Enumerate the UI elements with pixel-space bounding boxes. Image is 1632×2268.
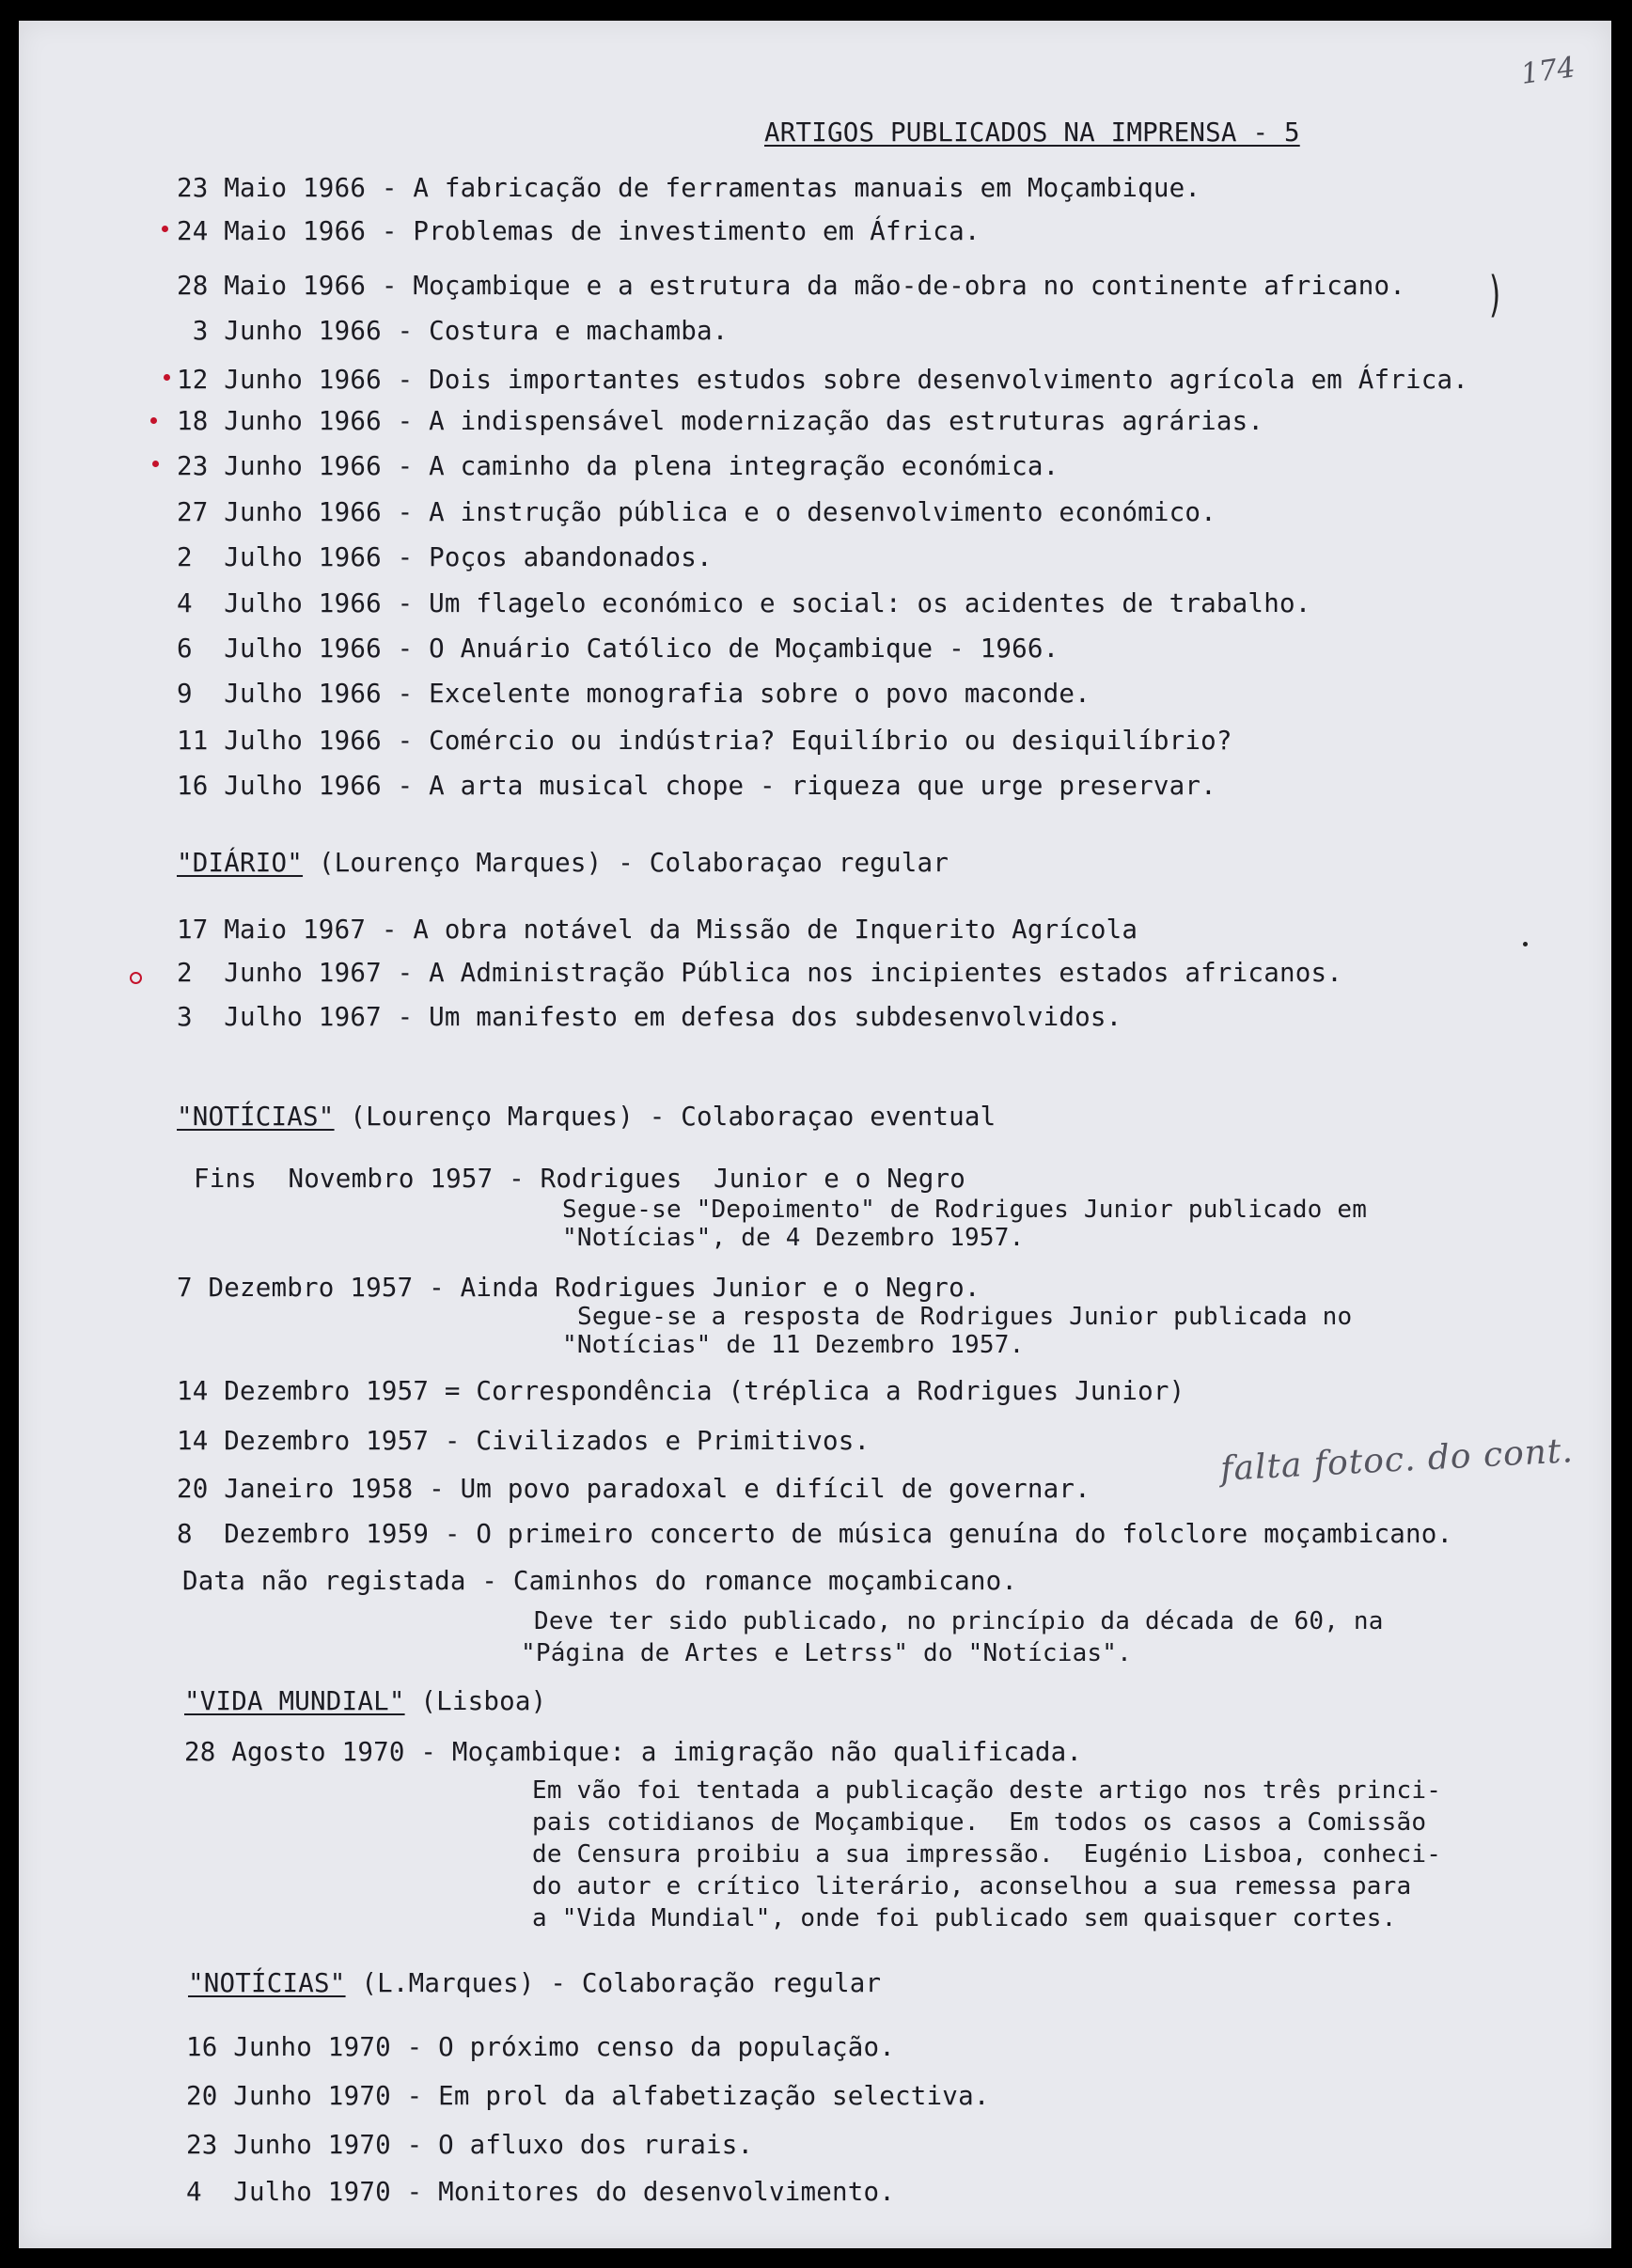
- red-margin-mark: [150, 417, 157, 424]
- note-line: do autor e crítico literário, aconselhou a sua remessa para: [532, 1872, 1412, 1900]
- list-item: Fins Novembro 1957 - Rodrigues Junior e o Negro: [194, 1164, 966, 1194]
- noticias-regular-heading: [188, 1968, 881, 1998]
- list-item: 28 Agosto 1970 - Moçambique: a imigração não qualificada.: [184, 1737, 1083, 1767]
- red-margin-mark: [164, 374, 170, 381]
- list-item-note: "Notícias" de 11 Dezembro 1957.: [562, 1331, 1025, 1359]
- note-line: de Censura proibiu a sua impressão. Eugénio Lisboa, conheci-: [532, 1840, 1442, 1869]
- list-item: 7 Dezembro 1957 - Ainda Rodrigues Junior e o Negro.: [177, 1273, 981, 1303]
- list-item: 16 Junho 1970 - O próximo censo da população.: [186, 2032, 896, 2062]
- list-item: 20 Janeiro 1958 - Um povo paradoxal e difícil de governar.: [177, 1474, 1091, 1504]
- list-item: 2 Julho 1966 - Poços abandonados.: [177, 542, 713, 572]
- list-item-note: Deve ter sido publicado, no princípio da década de 60, na: [534, 1607, 1384, 1635]
- noticias-eventual-heading: [177, 1102, 996, 1132]
- note-line: a "Vida Mundial", onde foi publicado sem quaisquer cortes.: [532, 1904, 1397, 1932]
- publication-name: "DIÁRIO": [177, 848, 304, 878]
- list-item: 6 Julho 1966 - O Anuário Católico de Moçambique - 1966.: [177, 633, 1059, 664]
- list-item: 24 Maio 1966 - Problemas de investimento em África.: [177, 216, 981, 246]
- list-item: 4 Julho 1966 - Um flagelo económico e social: os acidentes de trabalho.: [177, 588, 1311, 618]
- list-item-note: "Notícias", de 4 Dezembro 1957.: [562, 1224, 1025, 1252]
- list-item: 23 Junho 1970 - O afluxo dos rurais.: [186, 2130, 754, 2160]
- list-item: 18 Junho 1966 - A indispensável modernização das estruturas agrárias.: [177, 406, 1264, 436]
- list-item-note: Segue-se a resposta de Rodrigues Junior publicada no: [577, 1303, 1353, 1331]
- list-item: 3 Junho 1966 - Costura e machamba.: [177, 316, 729, 346]
- list-item: 16 Julho 1966 - A arta musical chope - riqueza que urge preservar.: [177, 771, 1216, 801]
- list-item: 12 Junho 1966 - Dois importantes estudos sobre desenvolvimento agrícola em África.: [177, 365, 1469, 395]
- list-item: 2 Junho 1967 - A Administração Pública nos incipientes estados africanos.: [177, 958, 1342, 988]
- list-item: 17 Maio 1967 - A obra notável da Missão de Inquerito Agrícola: [177, 915, 1138, 945]
- list-item: 14 Dezembro 1957 - Civilizados e Primitivos.: [177, 1426, 871, 1456]
- list-item: 23 Junho 1966 - A caminho da plena integração económica.: [177, 451, 1059, 481]
- list-item: 28 Maio 1966 - Moçambique e a estrutura da mão-de-obra no continente africano.: [177, 271, 1405, 301]
- red-margin-mark: [152, 461, 159, 467]
- publication-details: (Lourenço Marques) - Colaboraçao eventual: [334, 1102, 996, 1132]
- red-margin-mark: [162, 226, 168, 232]
- publication-name: "NOTÍCIAS": [177, 1102, 335, 1132]
- list-item: 23 Maio 1966 - A fabricação de ferramentas manuais em Moçambique.: [177, 173, 1201, 203]
- diario-section-heading: [177, 848, 949, 878]
- list-item: 9 Julho 1966 - Excelente monografia sobre o povo maconde.: [177, 679, 1091, 709]
- list-item: Data não registada - Caminhos do romance moçambicano.: [182, 1566, 1018, 1596]
- list-item: 14 Dezembro 1957 = Correspondência (tréplica a Rodrigues Junior): [177, 1376, 1185, 1406]
- vida-mundial-heading: [184, 1686, 546, 1716]
- list-item-note: "Página de Artes e Letrss" do "Notícias".: [521, 1639, 1132, 1667]
- pencil-bracket-mark: ): [1489, 267, 1501, 323]
- publication-details: (Lisboa): [404, 1686, 547, 1716]
- list-item: 27 Junho 1966 - A instrução pública e o desenvolvimento económico.: [177, 497, 1216, 527]
- publication-details: (L.Marques) - Colaboração regular: [345, 1968, 882, 1998]
- list-item: 11 Julho 1966 - Comércio ou indústria? Equilíbrio ou desiquilíbrio?: [177, 726, 1232, 756]
- note-line: Em vão foi tentada a publicação deste artigo nos três princi-: [532, 1776, 1442, 1805]
- publication-details: (Lourenço Marques) - Colaboraçao regular: [303, 848, 949, 878]
- note-line: pais cotidianos de Moçambique. Em todos os casos a Comissão: [532, 1808, 1427, 1837]
- publication-name: "VIDA MUNDIAL": [184, 1686, 405, 1716]
- list-item-note: Segue-se "Depoimento" de Rodrigues Junior publicado em: [562, 1196, 1368, 1224]
- list-item: 4 Julho 1970 - Monitores do desenvolvimento.: [186, 2177, 896, 2207]
- list-item: 8 Dezembro 1959 - O primeiro concerto de música genuína do folclore moçambicano.: [177, 1519, 1453, 1549]
- ink-speck: [1523, 942, 1528, 946]
- list-item: 20 Junho 1970 - Em prol da alfabetização selectiva.: [186, 2081, 990, 2111]
- document-page: [19, 21, 1611, 2248]
- handwritten-note: falta fotoc. do cont.: [1219, 1431, 1575, 1489]
- publication-name: "NOTÍCIAS": [188, 1968, 346, 1998]
- list-item: 3 Julho 1967 - Um manifesto em defesa dos subdesenvolvidos.: [177, 1002, 1122, 1032]
- red-margin-circle: [130, 972, 142, 984]
- page-number: 174: [1518, 51, 1577, 91]
- page-title: ARTIGOS PUBLICADOS NA IMPRENSA - 5: [764, 117, 1300, 148]
